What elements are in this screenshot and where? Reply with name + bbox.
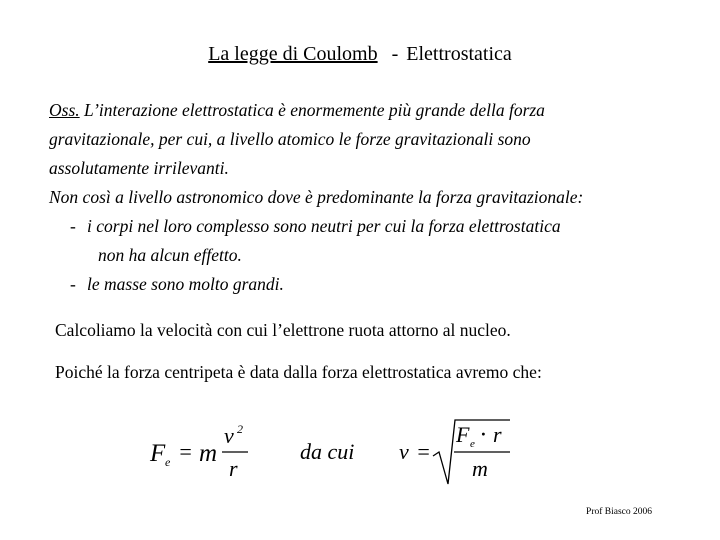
title-separator: - xyxy=(391,43,399,65)
mass-symbol-2: m xyxy=(472,456,488,481)
force-symbol: F xyxy=(150,440,166,467)
observation-line-4: Non così a livello astronomico dove è predominante la forza gravitazionale: xyxy=(49,187,584,207)
equals-sign-2: = xyxy=(416,439,431,464)
exponent-2: 2 xyxy=(237,422,243,436)
observation-line-1 xyxy=(49,96,545,125)
title-main: La legge di Coulomb xyxy=(208,43,378,65)
observation-line-3: assolutamente irrilevanti. xyxy=(49,158,229,178)
author-credit: Prof Biasco 2006 xyxy=(586,507,652,517)
observation-label: Oss. xyxy=(49,100,80,120)
force-subscript: e xyxy=(165,455,171,469)
equals-sign-1: = xyxy=(178,439,193,464)
formula-svg xyxy=(148,418,528,488)
radius-symbol-1: r xyxy=(229,456,238,481)
bullet-dash-2: - xyxy=(70,274,76,294)
mass-symbol-1: m xyxy=(199,440,218,467)
title-subtitle: Elettrostatica xyxy=(406,43,512,65)
page-title xyxy=(0,43,720,66)
observation-text-1: L’interazione elettrostatica è enormemente più grande della forza xyxy=(84,100,545,120)
paragraph-velocity: Calcoliamo la velocità con cui l’elettrone ruota attorno al nucleo. xyxy=(55,320,511,340)
bullet-1-line-1: i corpi nel loro complesso sono neutri per cui la forza elettrostatica xyxy=(87,216,561,236)
coulomb-formula xyxy=(148,418,528,488)
da-cui-text: da cui xyxy=(300,439,355,464)
velocity-symbol-1: v xyxy=(224,423,234,448)
bullet-1-line-2: non ha alcun effetto. xyxy=(98,245,242,265)
paragraph-centripetal: Poiché la forza centripeta è data dalla forza elettrostatica avremo che: xyxy=(55,362,542,382)
velocity-symbol-2: v xyxy=(399,439,409,464)
observation-line-2: gravitazionale, per cui, a livello atomico le forze gravitazionali sono xyxy=(49,129,531,149)
dot-operator: · xyxy=(481,424,486,444)
bullet-2: le masse sono molto grandi. xyxy=(87,274,284,294)
bullet-dash-1: - xyxy=(70,216,76,236)
radius-symbol-2: r xyxy=(493,422,502,447)
force-subscript-2: e xyxy=(470,438,475,450)
force-symbol-2: F xyxy=(456,422,470,447)
